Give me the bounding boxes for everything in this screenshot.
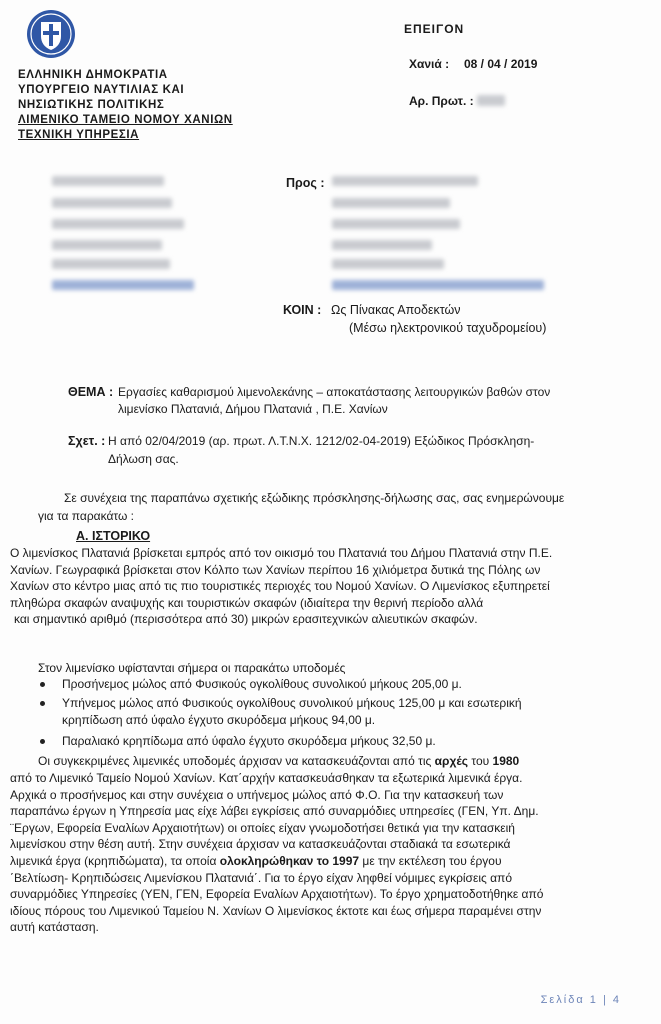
paragraph-line: ΄Βελτίωση- Κρηπιδώσεις Λιμενίσκου Πλατανιά΄. Για το έργο είχαν ληφθεί νόμιμες εγκρίσεις από — [10, 870, 512, 885]
paragraph-line: ¨Εργων, Εφορεία Εναλίων Αρχαιοτήτων) οι οποίες είχαν γνωμοδοτήσει θετικά για την κατασκειή — [10, 820, 515, 835]
bold-run: αρχές — [434, 754, 469, 768]
paragraph-line — [10, 853, 650, 870]
to-label: Προς : — [286, 176, 325, 190]
text-run: Οι συγκεκριμένες λιμενικές υποδομές άρχισαν να κατασκευάζονται από τις — [38, 754, 435, 768]
cc-value: Ως Πίνακας Αποδεκτών — [331, 303, 461, 317]
related-label: Σχετ. : — [68, 434, 106, 448]
bold-run: ολοκληρώθηκαν το 1997 — [219, 853, 360, 868]
paragraph-line: και σημαντικό αριθμό (περισσότερα από 30) μικρών ερασιτεχνικών αλιευτικών σκαφών. — [14, 612, 478, 627]
bullet-item-cont: κρηπίδωση από ύφαλο έγχυτο σκυρόδεμα μήκους 94,00 μ. — [62, 713, 376, 727]
org-line: ΥΠΟΥΡΓΕΙΟ ΝΑΥΤΙΛΙΑΣ ΚΑΙ — [18, 84, 185, 96]
bullet-icon — [40, 701, 45, 706]
construction-paragraph — [10, 770, 650, 936]
paragraph-line: συναρμόδιες Υπηρεσίες (ΥΕΝ, ΓΕΝ, Εφορεία Εναλίων Αρχαιοτήτων). Το έργο χρηματοδοτήθηκε από — [10, 887, 544, 902]
urgent-label: ΕΠΕΙΓΟΝ — [404, 22, 465, 36]
text-run: του — [468, 754, 493, 768]
subject-label: ΘΕΜΑ : — [68, 385, 114, 399]
org-line: ΝΗΣΙΩΤΙΚΗΣ ΠΟΛΙΤΙΚΗΣ — [18, 99, 165, 111]
paragraph-line: Χανίων στο κέντρο μιας από τις πιο τουριστικές περιοχές του Νομού Χανίων. Ο Λιμενίσκος εξυπηρετεί — [10, 579, 550, 594]
date-label: Χανιά : — [409, 57, 450, 71]
subject-line: λιμενίσκο Πλατανιά, Δήμου Πλατανιά , Π.Ε. Χανίων — [118, 402, 388, 416]
paragraph-line: Αρχικά ο προσήνεμος και στην συνέχεια ο υπήνεμος μώλος από Φ.Ο. Για την κατασκευή των — [10, 787, 504, 802]
bullet-item: Προσήνεμος μώλος από Φυσικούς ογκολίθους συνολικού μήκους 205,00 μ. — [62, 677, 462, 691]
paragraph-line: από το Λιμενικό Ταμείο Νομού Χανίων. Κατ΄αρχήν κατασκευάσθηκαν τα εξωτερικά λιμενικά έργα. — [10, 771, 523, 785]
date-value: 08 / 04 / 2019 — [464, 57, 538, 71]
paragraph-line: Χανίων. Γεωγραφικά βρίσκεται στον Κόλπο των Χανίων περίπου 16 χιλιόμετρα δυτικά της Πόλης ων — [10, 562, 541, 577]
bullet-icon — [40, 682, 45, 687]
history-paragraph — [10, 545, 642, 628]
greek-emblem-logo — [26, 8, 76, 60]
bold-run: 1980 — [492, 754, 520, 768]
paragraph-line: αυτή κατάσταση. — [10, 920, 99, 935]
related-line: Η από 02/04/2019 (αρ. πρωτ. Λ.Τ.Ν.Χ. 1212/02-04-2019) Εξώδικος Πρόσκληση- — [108, 434, 535, 448]
page-number: Σελίδα 1 | 4 — [540, 994, 621, 1006]
org-line: ΕΛΛΗΝΙΚΗ ΔΗΜΟΚΡΑΤΙΑ — [18, 69, 168, 81]
section-heading: Α. ΙΣΤΟΡΙΚΟ — [76, 529, 151, 543]
organization-header — [18, 68, 233, 143]
paragraph-line: Ο λιμενίσκος Πλατανιά βρίσκεται εμπρός από τον οικισμό του Πλατανιά του Δήμου Πλατανιά στην Π.Ε. — [10, 546, 553, 560]
paragraph-line: ιδίους πόρους του Λιμενικού Ταμείου Ν. Χανίων Ο λιμενίσκος έκτοτε και έως σήμερα παραμένει στην — [10, 903, 542, 918]
intro-line: για τα παρακάτω : — [38, 509, 134, 523]
intro-line: Σε συνέχεια της παραπάνω σχετικής εξώδικης πρόσκλησης-δήλωσης σας, σας ενημερώνουμε — [64, 491, 565, 505]
org-line: ΤΕΧΝΙΚΗ ΥΠΗΡΕΣΙΑ — [18, 129, 140, 141]
paragraph-line: πληθώρα σκαφών αναψυχής και τουριστικών σκαφών (ιδιαίτερα την θερινή περίοδο αλλά — [10, 595, 484, 610]
cc-label: ΚΟΙΝ : — [283, 303, 322, 317]
paragraph-line: παραπάνω έργων η Υπηρεσία μας είχε λάβει εγκρίσεις από συναρμόδιες υπηρεσίες (ΓΕΝ, Υπ. Δημ. — [10, 804, 539, 819]
bullet-item: Υπήνεμος μώλος από Φυσικούς ογκολίθους συνολικού μήκους 125,00 μ και εσωτερική — [62, 696, 522, 710]
cc-note: (Μέσω ηλεκτρονικού ταχυδρομείου) — [349, 321, 547, 335]
subject-line: Εργασίες καθαρισμού λιμενολεκάνης – αποκατάστασης λειτουργικών βαθών στον — [118, 385, 551, 399]
bullet-item: Παραλιακό κρηπίδωμα από ύφαλο έγχυτο σκυρόδεμα μήκους 32,50 μ. — [62, 734, 436, 748]
redacted-protocol — [477, 95, 505, 106]
text-run: λιμενικά έργα (κρηπιδώματα), τα οποία — [10, 853, 220, 868]
bullet-icon — [40, 739, 45, 744]
paragraph-line: λιμενίσκου στην θέση αυτή. Στην συνέχεια άρχισαν να κατασκευάζονται σταδιακά τα εσωτερικά — [10, 837, 511, 852]
related-line: Δήλωση σας. — [108, 452, 179, 466]
infrastructure-intro: Στον λιμενίσκο υφίστανται σήμερα οι παρακάτω υποδομές — [38, 661, 346, 675]
org-line: ΛΙΜΕΝΙΚΟ ΤΑΜΕΙΟ ΝΟΜΟΥ ΧΑΝΙΩΝ — [18, 114, 233, 126]
protocol-label: Αρ. Πρωτ. : — [409, 94, 474, 108]
text-run: με την εκτέλεση του έργου — [359, 853, 502, 868]
construction-line-1 — [38, 753, 519, 770]
